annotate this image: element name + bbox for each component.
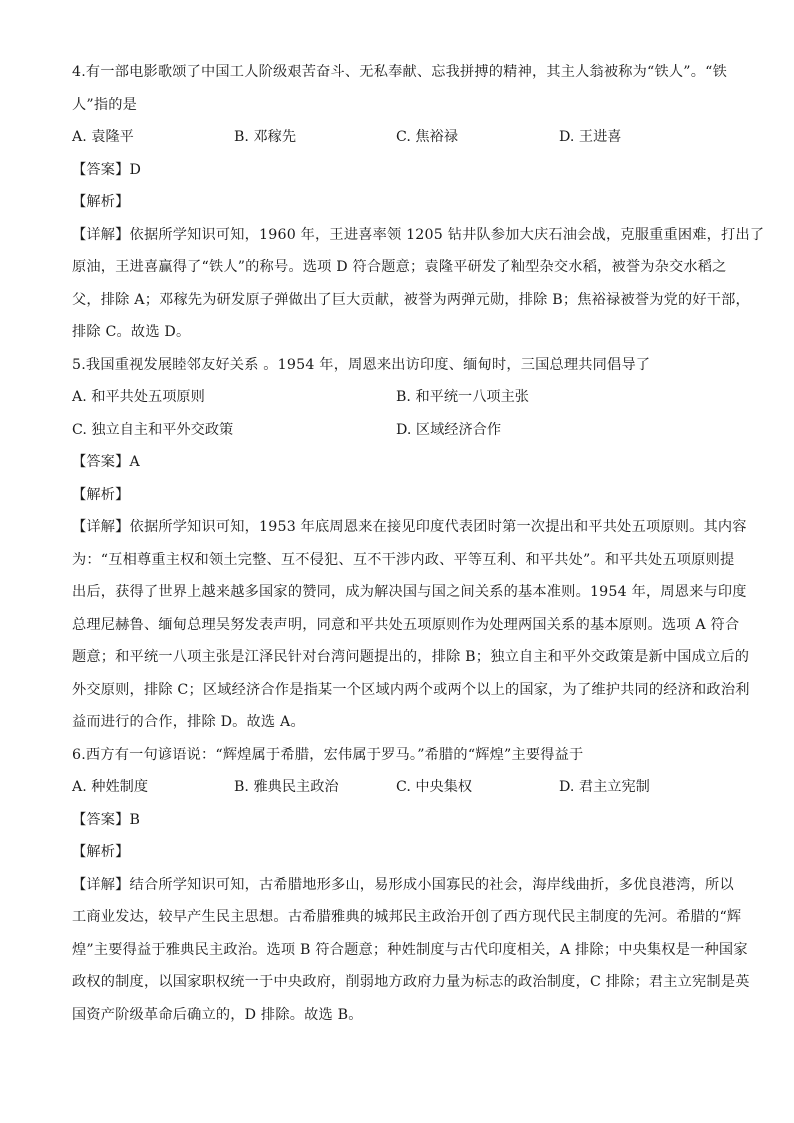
q4-option-c: C. 焦裕禄	[396, 129, 458, 145]
q6-option-c: C. 中央集权	[396, 779, 473, 795]
q4-option-a: A. 袁隆平	[72, 129, 134, 145]
q6-stem-line-1: 6.西方有一句谚语说：“辉煌属于希腊，宏伟属于罗马。”希腊的“辉煌”主要得益于	[72, 746, 584, 763]
q5-option-c: C. 独立自主和平外交政策	[72, 421, 234, 438]
q4-analysis-label: 【解析】	[72, 194, 130, 210]
q6-answer: 【答案】B	[72, 811, 141, 828]
q5-detail-line-6: 外交原则，排除 C；区域经济合作是指某一个区域内两个或两个以上的国家，为了维护共同的经济和政治利	[72, 681, 750, 698]
q4-answer: 【答案】D	[72, 161, 142, 178]
q4-detail-line-3: 父，排除 A；邓稼先为研发原子弹做出了巨大贡献，被誉为两弹元勋，排除 B；焦裕禄被誉为党的好干部，	[72, 291, 750, 308]
q5-options-row-2	[72, 414, 722, 447]
q4-options	[72, 121, 722, 154]
q6-analysis-label: 【解析】	[72, 844, 130, 860]
q4-stem-line-2: 人”指的是	[72, 96, 138, 113]
q5-answer: 【答案】A	[72, 454, 140, 470]
q5-detail-line-5: 题意；和平统一八项主张是江泽民针对台湾问题提出的，排除 B；独立自主和平外交政策是新中国成立后的	[72, 649, 750, 665]
q5-stem-line-1: 5.我国重视发展睦邻友好关系 。1954 年，周恩来出访印度、缅甸时，三国总理共同倡导了	[72, 356, 651, 373]
q6-option-b: B. 雅典民主政治	[234, 779, 339, 795]
q5-analysis-label: 【解析】	[72, 486, 130, 503]
q6-detail-line-5: 国资产阶级革命后确立的，D 排除。故选 B。	[72, 1006, 363, 1023]
document-page	[72, 56, 765, 1031]
q6-detail-line-4: 政权的制度，以国家职权统一于中央政府，削弱地方政府力量为标志的政治制度，C 排除；君主立宪制是英	[72, 974, 750, 990]
q5-option-a: A. 和平共处五项原则	[72, 389, 205, 405]
q6-detail-line-2: 工商业发达，较早产生民主思想。古希腊雅典的城邦民主政治开创了西方现代民主制度的先河。希腊的“辉	[72, 909, 742, 925]
q4-detail-line-2: 原油，王进喜赢得了“铁人”的称号。选项 D 符合题意；袁隆平研发了籼型杂交水稻，被誉为杂交水稻之	[72, 259, 727, 275]
q5-detail-line-7: 益而进行的合作，排除 D。故选 A。	[72, 714, 305, 730]
q6-detail-line-1: 【详解】结合所学知识可知，古希腊地形多山，易形成小国寡民的社会，海岸线曲折，多优良港湾，所以	[72, 876, 734, 893]
q6-options	[72, 771, 722, 804]
q4-detail-line-4: 排除 C。故选 D。	[72, 324, 191, 340]
q5-detail-line-2: 为：“互相尊重主权和领土完整、互不侵犯、互不干涉内政、平等互利、和平共处”。和平共处五项原则提	[72, 551, 735, 568]
q4-option-b: B. 邓稼先	[234, 129, 297, 145]
q4-stem-line-1: 4.有一部电影歌颂了中国工人阶级艰苦奋斗、无私奉献、忘我拼搏的精神，其主人翁被称为“铁人”。“铁	[72, 64, 727, 80]
q4-option-d: D. 王进喜	[559, 129, 622, 145]
q5-options-row-1	[72, 381, 722, 414]
q5-detail-line-4: 总理尼赫鲁、缅甸总理吴努发表声明，同意和平共处五项原则作为处理两国关系的基本原则。选项 A 符合	[72, 616, 740, 633]
q6-option-a: A. 种姓制度	[72, 779, 149, 795]
q5-option-b: B. 和平统一八项主张	[396, 389, 529, 405]
q5-detail-line-3: 出后，获得了世界上越来越多国家的赞同，成为解决国与国之间关系的基本准则。1954 年，周恩来与印度	[72, 584, 747, 600]
q6-detail-line-3: 煌”主要得益于雅典民主政治。选项 B 符合题意；种姓制度与古代印度相关，A 排除；中央集权是一种国家	[72, 941, 748, 958]
q4-detail-line-1: 【详解】依据所学知识可知，1960 年，王进喜率领 1205 钻井队参加大庆石油会战，克服重重困难，打出了	[72, 226, 765, 243]
q5-option-d: D. 区域经济合作	[396, 421, 502, 438]
q6-option-d: D. 君主立宪制	[559, 779, 650, 795]
q5-detail-line-1: 【详解】依据所学知识可知，1953 年底周恩来在接见印度代表团时第一次提出和平共处五项原则。其内容	[72, 519, 747, 535]
